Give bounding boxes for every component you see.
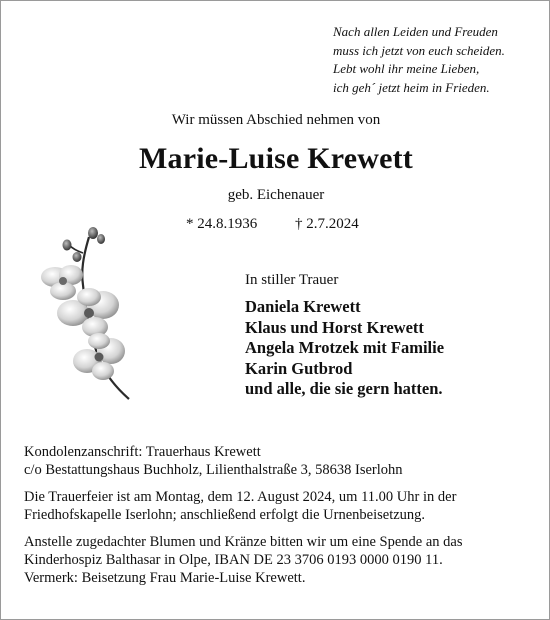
donation-line: Anstelle zugedachter Blumen und Kränze bitten wir um eine Spende an das (24, 534, 463, 550)
donation-line: Kinderhospiz Balthasar in Olpe, IBAN DE 23 3706 0193 0000 0190 11. (24, 552, 443, 568)
poem-line: ich geh´ jetzt heim in Frieden. (333, 79, 490, 95)
condolence-line: Kondolenzanschrift: Trauerhaus Krewett (24, 444, 261, 460)
poem-line: muss ich jetzt von euch scheiden. (333, 42, 505, 58)
mourner-name: Klaus und Horst Krewett (245, 317, 424, 337)
funeral-line: Die Trauerfeier ist am Montag, dem 12. August 2024, um 11.00 Uhr in der (24, 489, 457, 505)
maiden-name: geb. Eichenauer (227, 187, 325, 203)
deceased-name: Marie-Luise Krewett (139, 142, 413, 175)
footer-notes (24, 443, 539, 587)
mourning-label: In stiller Trauer (245, 272, 339, 288)
birth-date: * 24.8.1936 (186, 216, 258, 232)
poem (333, 23, 543, 97)
condolence-line: c/o Bestattungshaus Buchholz, Lilienthalstraße 3, 58638 Iserlohn (24, 462, 403, 478)
mourner-name: Angela Mrotzek mit Familie (245, 338, 445, 357)
funeral-line: Friedhofskapelle Iserlohn; anschließend erfolgt die Urnenbeisetzung. (24, 507, 426, 523)
mourner-name: Daniela Krewett (245, 297, 361, 316)
intro-text: Wir müssen Abschied nehmen von (171, 112, 381, 128)
donation-line: Vermerk: Beisetzung Frau Marie-Luise Krewett. (24, 570, 306, 586)
death-date: † 2.7.2024 (295, 216, 359, 232)
poem-line: Nach allen Leiden und Freuden (333, 24, 498, 39)
orchid-image (37, 223, 137, 401)
mourners-list (245, 297, 444, 400)
poem-line: Lebt wohl ihr meine Lieben, (333, 61, 480, 76)
mourner-name: und alle, die sie gern hatten. (245, 379, 443, 398)
mourner-name: Karin Gutbrod (245, 358, 353, 378)
